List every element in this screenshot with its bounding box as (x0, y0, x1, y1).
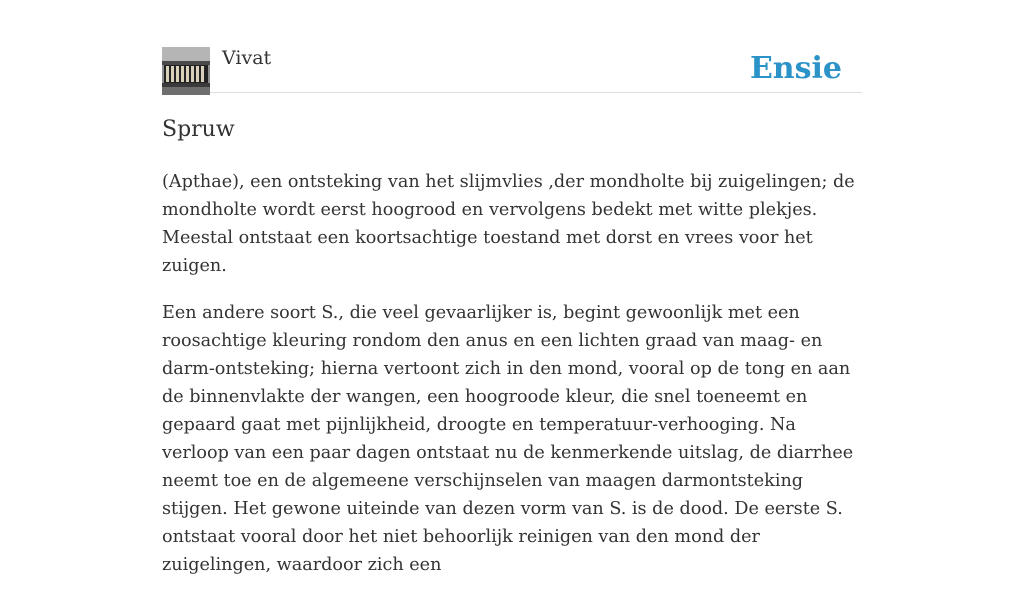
article-body (162, 168, 864, 598)
header (162, 46, 862, 93)
books-on-shelf-icon (162, 47, 210, 95)
avatar[interactable] (162, 47, 210, 95)
brand-logo[interactable]: Ensie (749, 51, 842, 86)
paragraph: Een andere soort S., die veel gevaarlijker is, begint gewoonlijk met een roosachtige kleuring rondom den anus en een lichten graad van maag- en darm-ontsteking; hierna vertoont zich in den mond, vooral op de tong en aan de binnenvlakte der wangen, een hoogroode kleur, die snel toeneemt en gepaard gaat met pijnlijkheid, droogte en temperatuur-verhooging. Na verloop van een paar dagen ontstaat nu de kenmerkende uitslag, de diarrhee neemt toe en de algemeene verschijnselen van maagen darmontsteking stijgen. Het gewone uiteinde van dezen vorm van S. is de dood. De eerste S. ontstaat vooral door het niet behoorlijk reinigen van den mond der zuigelingen, waardoor zich een (162, 303, 854, 575)
source-name[interactable]: Vivat (222, 47, 272, 69)
page-title: Spruw (162, 117, 235, 142)
paragraph: (Apthae), een ontsteking van het slijmvlies ,der mondholte bij zuigelingen; de mondholte wordt eerst hoogrood en vervolgens bedekt met witte plekjes. Meestal ontstaat een koortsachtige toestand met dorst en vrees voor het zuigen. (162, 172, 855, 276)
